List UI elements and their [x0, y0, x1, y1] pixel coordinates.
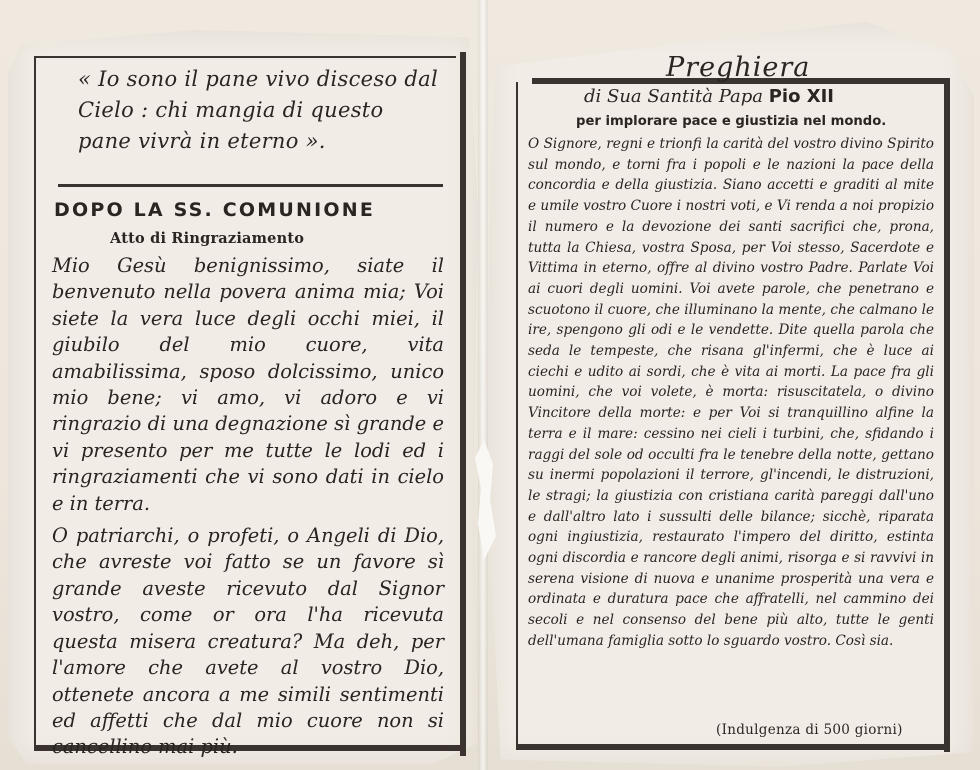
prayer-paragraph-2: O patriarchi, o profeti, o Angeli di Dio, che avreste voi fatto se un favore sì grande aveste ricevuto dal Signor vostro, come or ora l'ha ricevuta questa misera creatura? Ma deh, per l'amore che avete al vostro Dio, ottenete ancora a me simili sentimenti ed affetti che dal mio cuore non si cancellino mai più. [52, 524, 444, 759]
pope-name: Pio XII [768, 86, 835, 107]
right-border-side-rule [944, 78, 950, 752]
prayer-attribution [584, 86, 834, 107]
prayer-title: Preghiera [666, 52, 811, 83]
right-border-bottom-rule [516, 744, 950, 750]
center-fold [478, 0, 488, 770]
attribution-prefix: di Sua Santità Papa [584, 86, 763, 107]
left-border-right-rule [460, 52, 466, 756]
indulgence-note: (Indulgenza di 500 giorni) [716, 722, 903, 738]
section-subheading: Atto di Ringraziamento [110, 230, 305, 247]
scripture-quote: « Io sono il pane vivo disceso dal Cielo : chi mangia di questo pane vivrà in eterno ». [78, 67, 438, 153]
prayer-purpose: per implorare pace e giustizia nel mondo. [576, 114, 887, 129]
prayer-paragraph-1: Mio Gesù benignissimo, siate il benvenuto nella povera anima mia; Voi siete la vera luce degli occhi miei, il giubilo del mio cuore, vita amabilissima, sposo dolcissimo, unico mio bene; vi amo, vi adoro e vi ringrazio di una degnazione sì grande e vi presento per me tutte le lodi ed i ringraziamenti che vi sono dati in cielo e in terra. [52, 254, 444, 515]
peace-prayer-text: O Signore, regni e trionfi la carità del vostro divino Spirito sul mondo, e torni fra i popoli e le nazioni la pace della concordia e della giustizia. Siano accetti e graditi al mite e umile vostro Cuore i nostri voti, e Vi renda a noi propizio il numero e la devozione dei santi sacrifici che, prona, tutta la Chiesa, vostra Sposa, per Voi stesso, Sacerdote e Vittima in eterno, offre al divino vostro Padre. Parlate Voi ai cuori degli uomini. Voi avete parole, che penetrano e scuotono il cuore, che illuminano la mente, che calmano le ire, spengono gli odi e le vendette. Dite quella parola che seda le tempeste, che risana gl'infermi, che è luce ai ciechi e udito ai sordi, che è vita ai morti. La pace fra gli uomini, che voi volete, è morta: risuscitatela, o divino Vincitore della morte: e per Voi si tranquillino alfine la terra e il mare: cessino nei cieli i turbini, che, sfidando i raggi del sole od occulti fra le tenebre della notte, gettano su inermi popolazioni il terrore, gl'incendi, le distruzioni, le stragi; la giustizia con cristiana carità pareggi dall'uno e dall'altro lato i sussulti delle bilance; sicchè, riparata ogni ingiustizia, restaurato l'impero del diritto, estinta ogni discordia e rancore degli animi, risorga e si ravvivi in serena visione di nuova e unanime prosperità una vera e ordinata e duratura pace che affratelli, nel cammino dei secoli e nel consenso del bene più alto, tutte le genti dell'umana famiglia sotto lo sguardo vostro. Così sia. [528, 136, 934, 649]
section-heading: DOPO LA SS. COMUNIONE [54, 199, 376, 221]
thanksgiving-prayer [52, 253, 444, 767]
section-divider [58, 184, 443, 187]
